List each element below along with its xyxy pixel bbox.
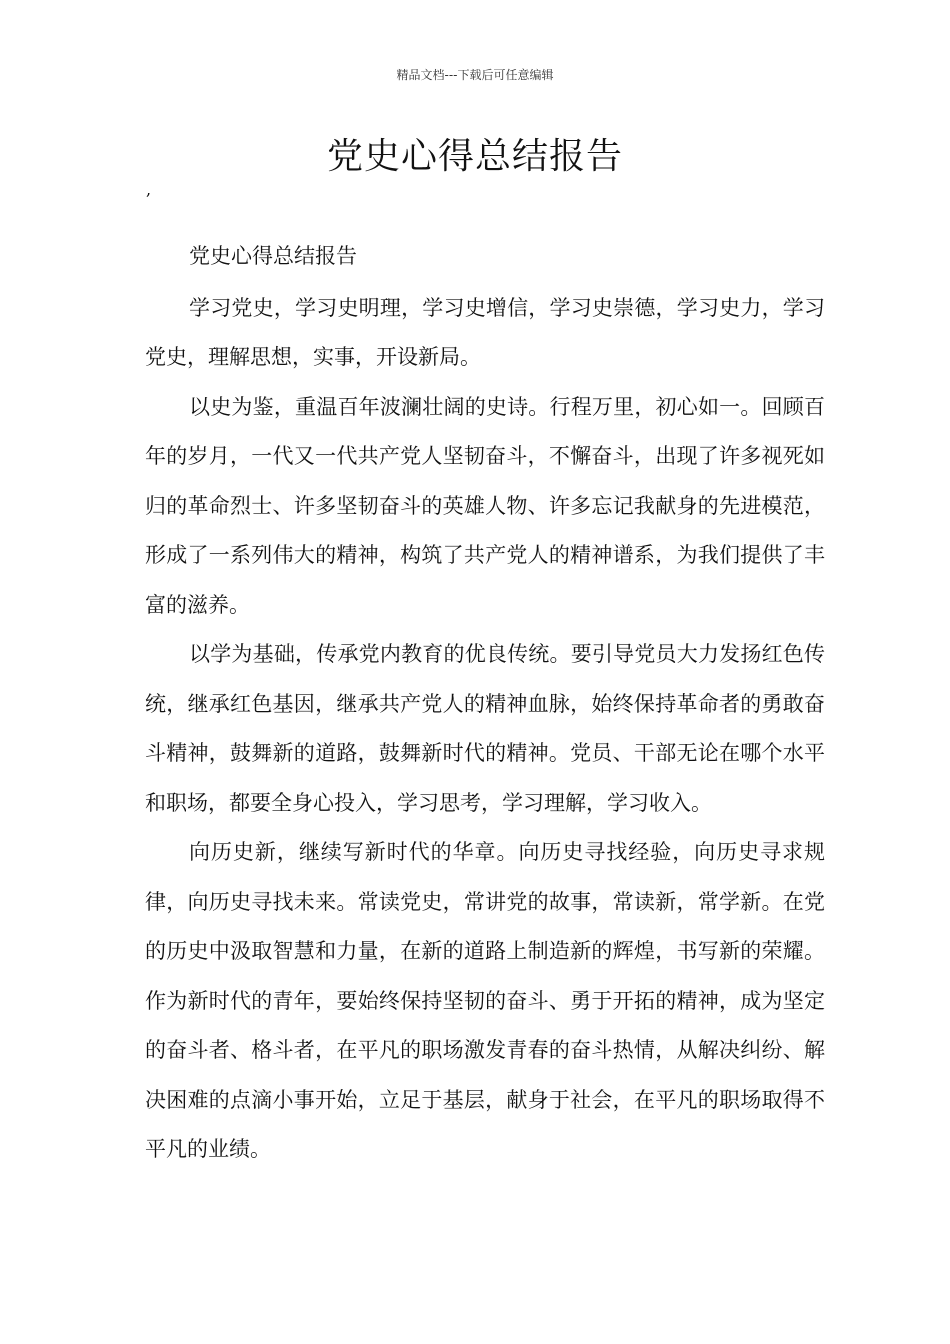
paragraph-3: 以学为基础，传承党内教育的优良传统。要引导党员大力发扬红色传统，继承红色基因，继承共产党人的精神血脉，始终保持革命者的勇敢奋斗精神，鼓舞新的道路，鼓舞新时代的精神。党员、干部无论在哪个水平和职场，都要全身心投入，学习思考，学习理解，学习收入。	[145, 642, 825, 815]
header-note: 精品文档---下载后可任意编辑	[396, 68, 554, 82]
document-subtitle: 党史心得总结报告	[189, 244, 357, 268]
stray-mark: ,	[146, 180, 152, 199]
paragraph-1: 学习党史，学习史明理，学习史增信，学习史崇德，学习史力，学习党史，理解思想，实事，开设新局。	[145, 295, 825, 369]
document-title: 党史心得总结报告	[326, 136, 623, 177]
paragraph-4: 向历史新，继续写新时代的华章。向历史寻找经验，向历史寻求规律，向历史寻找未来。常读党史，常讲党的故事，常读新，常学新。在党的历史中汲取智慧和力量，在新的道路上制造新的辉煌，书写新的荣耀。作为新时代的青年，要始终保持坚韧的奋斗、勇于开拓的精神，成为坚定的奋斗者、格斗者，在平凡的职场激发青春的奋斗热情，从解决纠纷、解决困难的点滴小事开始，立足于基层，献身于社会，在平凡的职场取得不平凡的业绩。	[145, 840, 825, 1161]
paragraph-2: 以史为鉴，重温百年波澜壮阔的史诗。行程万里，初心如一。回顾百年的岁月，一代又一代共产党人坚韧奋斗，不懈奋斗，出现了许多视死如归的革命烈士、许多坚韧奋斗的英雄人物、许多忘记我献身的先进模范，形成了一系列伟大的精神，构筑了共产党人的精神谱系，为我们提供了丰富的滋养。	[145, 394, 825, 617]
document-body	[145, 232, 825, 1175]
